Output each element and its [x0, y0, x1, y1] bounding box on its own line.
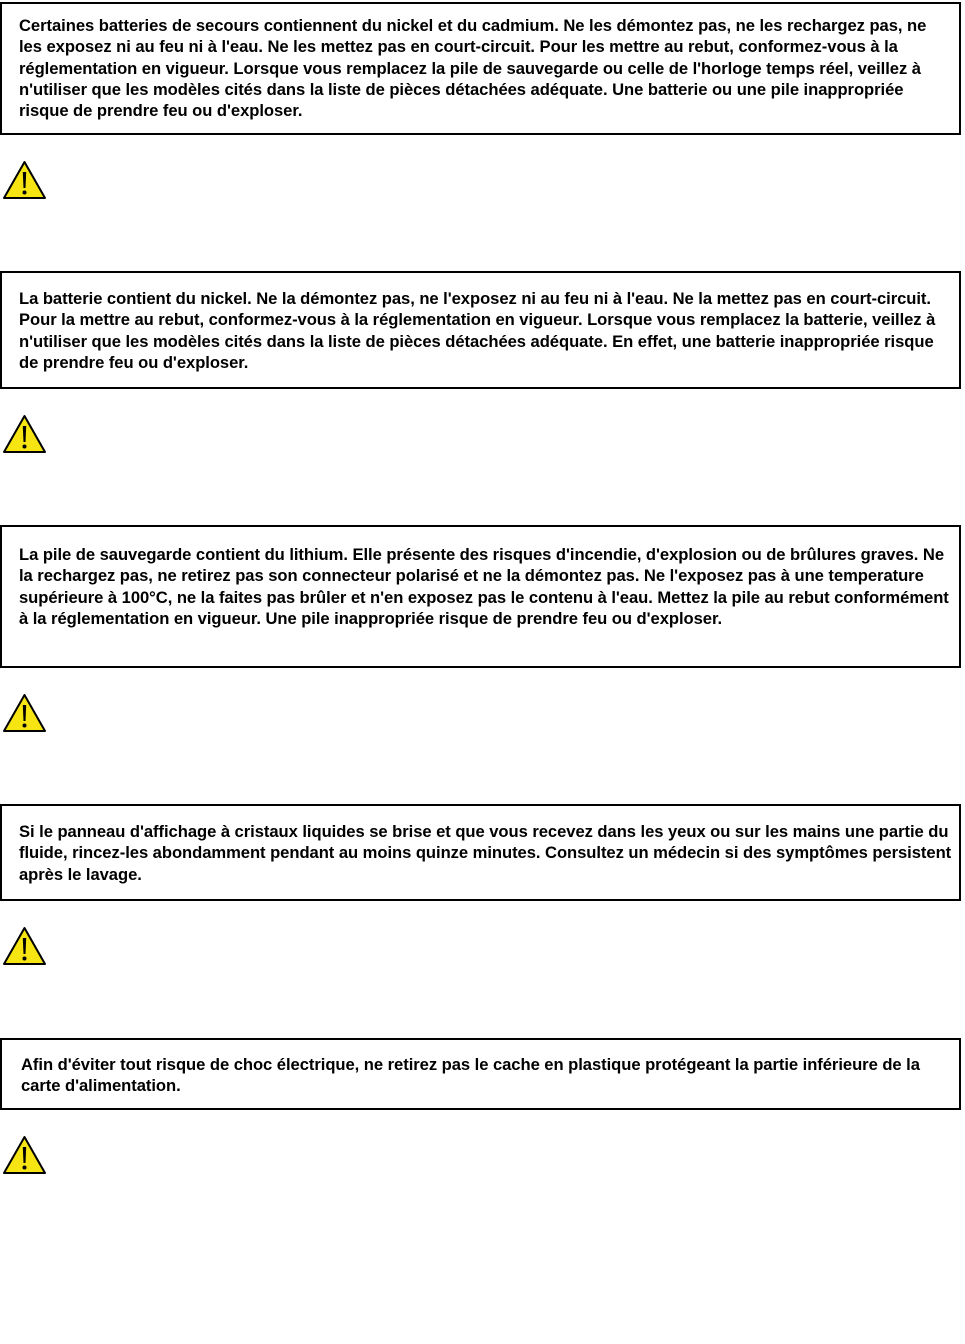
notice-text: Si le panneau d'affichage à cristaux liquides se brise et que vous recevez dans les yeux ou sur les mains une partie du fluide, rincez-les abondamment pendant au moins quinze minutes. Consultez un médecin si des symptômes persistent après le lavage. [19, 822, 952, 884]
notice-text: La pile de sauvegarde contient du lithium. Elle présente des risques d'incendie, d'explosion ou de brûlures graves. Ne la rechargez pas, ne retirez pas son connecteur polarisé et ne la démontez pas. Ne l'exposez pas à une temperature supérieure à 100°C, ne la faites pas brûler et n'en exposez pas le contenu à l'eau. Mettez la pile au rebut conformément à la réglementation en vigueur. Une pile inappropriée risque de prendre feu ou d'exploser. [19, 545, 949, 628]
notice-box-nickel-cadmium [0, 2, 961, 135]
warning-triangle-icon [2, 414, 47, 454]
notice-box-lcd [0, 804, 961, 901]
notice-box-nickel [0, 271, 961, 389]
notice-text: La batterie contient du nickel. Ne la démontez pas, ne l'exposez ni au feu ni à l'eau. Ne la mettez pas en court-circuit. Pour la mettre au rebut, conformez-vous à la réglementation en vigueur. Lorsque vous remplacez la batterie, veillez à n'utiliser que les modèles cités dans la liste de pièces détachées adéquate. En effet, une batterie inappropriée risque de prendre feu ou d'exploser. [19, 289, 936, 372]
notice-text: Afin d'éviter tout risque de choc électrique, ne retirez pas le cache en plastique protégeant la partie inférieure de la carte d'alimentation. [21, 1055, 920, 1096]
notice-box-electric-shock [0, 1038, 961, 1110]
notice-text: Certaines batteries de secours contiennent du nickel et du cadmium. Ne les démontez pas, ne les rechargez pas, ne les exposez ni au feu ni à l'eau. Ne les mettez pas en court-circuit. Pour les mettre au rebut, conformez-vous à la réglementation en vigueur. Lorsque vous remplacez la pile de sauvegarde ou celle de l'horloge temps réel, veillez à n'utiliser que les modèles cités dans la liste de pièces détachées adéquate. Une batterie ou une pile inappropriée risque de prendre feu ou d'exploser. [19, 16, 927, 121]
notice-box-lithium [0, 525, 961, 668]
warning-triangle-icon [2, 160, 47, 200]
warning-triangle-icon [2, 693, 47, 733]
warning-triangle-icon [2, 1135, 47, 1175]
warning-triangle-icon [2, 926, 47, 966]
